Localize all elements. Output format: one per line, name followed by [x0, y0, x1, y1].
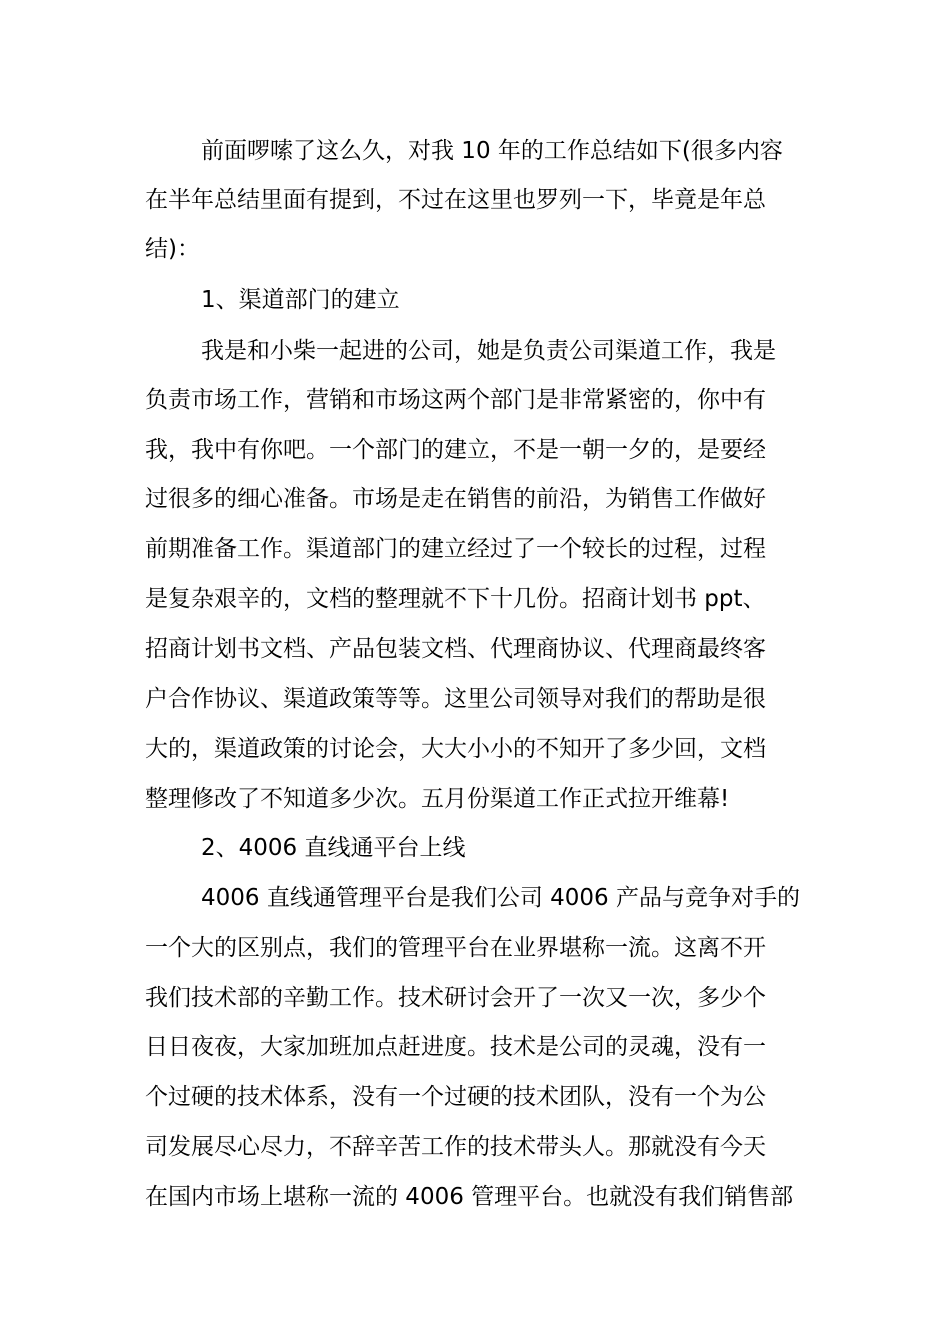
paragraph-2-line-5: 个过硬的技术体系，没有一个过硬的技术团队，没有一个为公	[145, 1084, 766, 1110]
paragraph-1-line-8: 户合作协议、渠道政策等等。这里公司领导对我们的帮助是很	[145, 686, 766, 712]
paragraph-1-line-9: 大的，渠道政策的讨论会，大大小小的不知开了多少回，文档	[145, 736, 766, 762]
paragraph-1-line-10: 整理修改了不知道多少次。五月份渠道工作正式拉开维幕!	[145, 786, 730, 812]
paragraph-1-line-4: 过很多的细心准备。市场是走在销售的前沿，为销售工作做好	[145, 486, 766, 512]
paragraph-2-line-1: 4006 直线通管理平台是我们公司 4006 产品与竞争对手的	[201, 885, 800, 911]
paragraph-2-line-7: 在国内市场上堪称一流的 4006 管理平台。也就没有我们销售部	[145, 1184, 794, 1210]
paragraph-2-line-3: 我们技术部的辛勤工作。技术研讨会开了一次又一次，多少个	[145, 985, 766, 1011]
section-heading-2: 2、4006 直线通平台上线	[201, 835, 466, 861]
paragraph-1-line-2: 负责市场工作，营销和市场这两个部门是非常紧密的，你中有	[145, 387, 766, 413]
intro-line-1: 前面啰嗦了这么久，对我 10 年的工作总结如下(很多内容	[201, 138, 783, 164]
paragraph-2-line-6: 司发展尽心尽力，不辞辛苦工作的技术带头人。那就没有今天	[145, 1134, 766, 1160]
paragraph-1-line-5: 前期准备工作。渠道部门的建立经过了一个较长的过程，过程	[145, 536, 766, 562]
paragraph-2-line-2: 一个大的区别点，我们的管理平台在业界堪称一流。这离不开	[145, 935, 766, 961]
section-heading-1: 1、渠道部门的建立	[201, 287, 400, 313]
paragraph-1-line-1: 我是和小柴一起进的公司，她是负责公司渠道工作，我是	[201, 338, 776, 364]
paragraph-1-line-6: 是复杂艰辛的，文档的整理就不下十几份。招商计划书 ppt、	[145, 586, 766, 612]
paragraph-1-line-3: 我，我中有你吧。一个部门的建立，不是一朝一夕的，是要经	[145, 437, 766, 463]
paragraph-2-line-4: 日日夜夜，大家加班加点赶进度。技术是公司的灵魂，没有一	[145, 1034, 766, 1060]
paragraph-1-line-7: 招商计划书文档、产品包装文档、代理商协议、代理商最终客	[145, 636, 766, 662]
intro-line-2: 在半年总结里面有提到，不过在这里也罗列一下，毕竟是年总	[145, 187, 766, 213]
intro-line-3: 结)：	[145, 236, 200, 262]
